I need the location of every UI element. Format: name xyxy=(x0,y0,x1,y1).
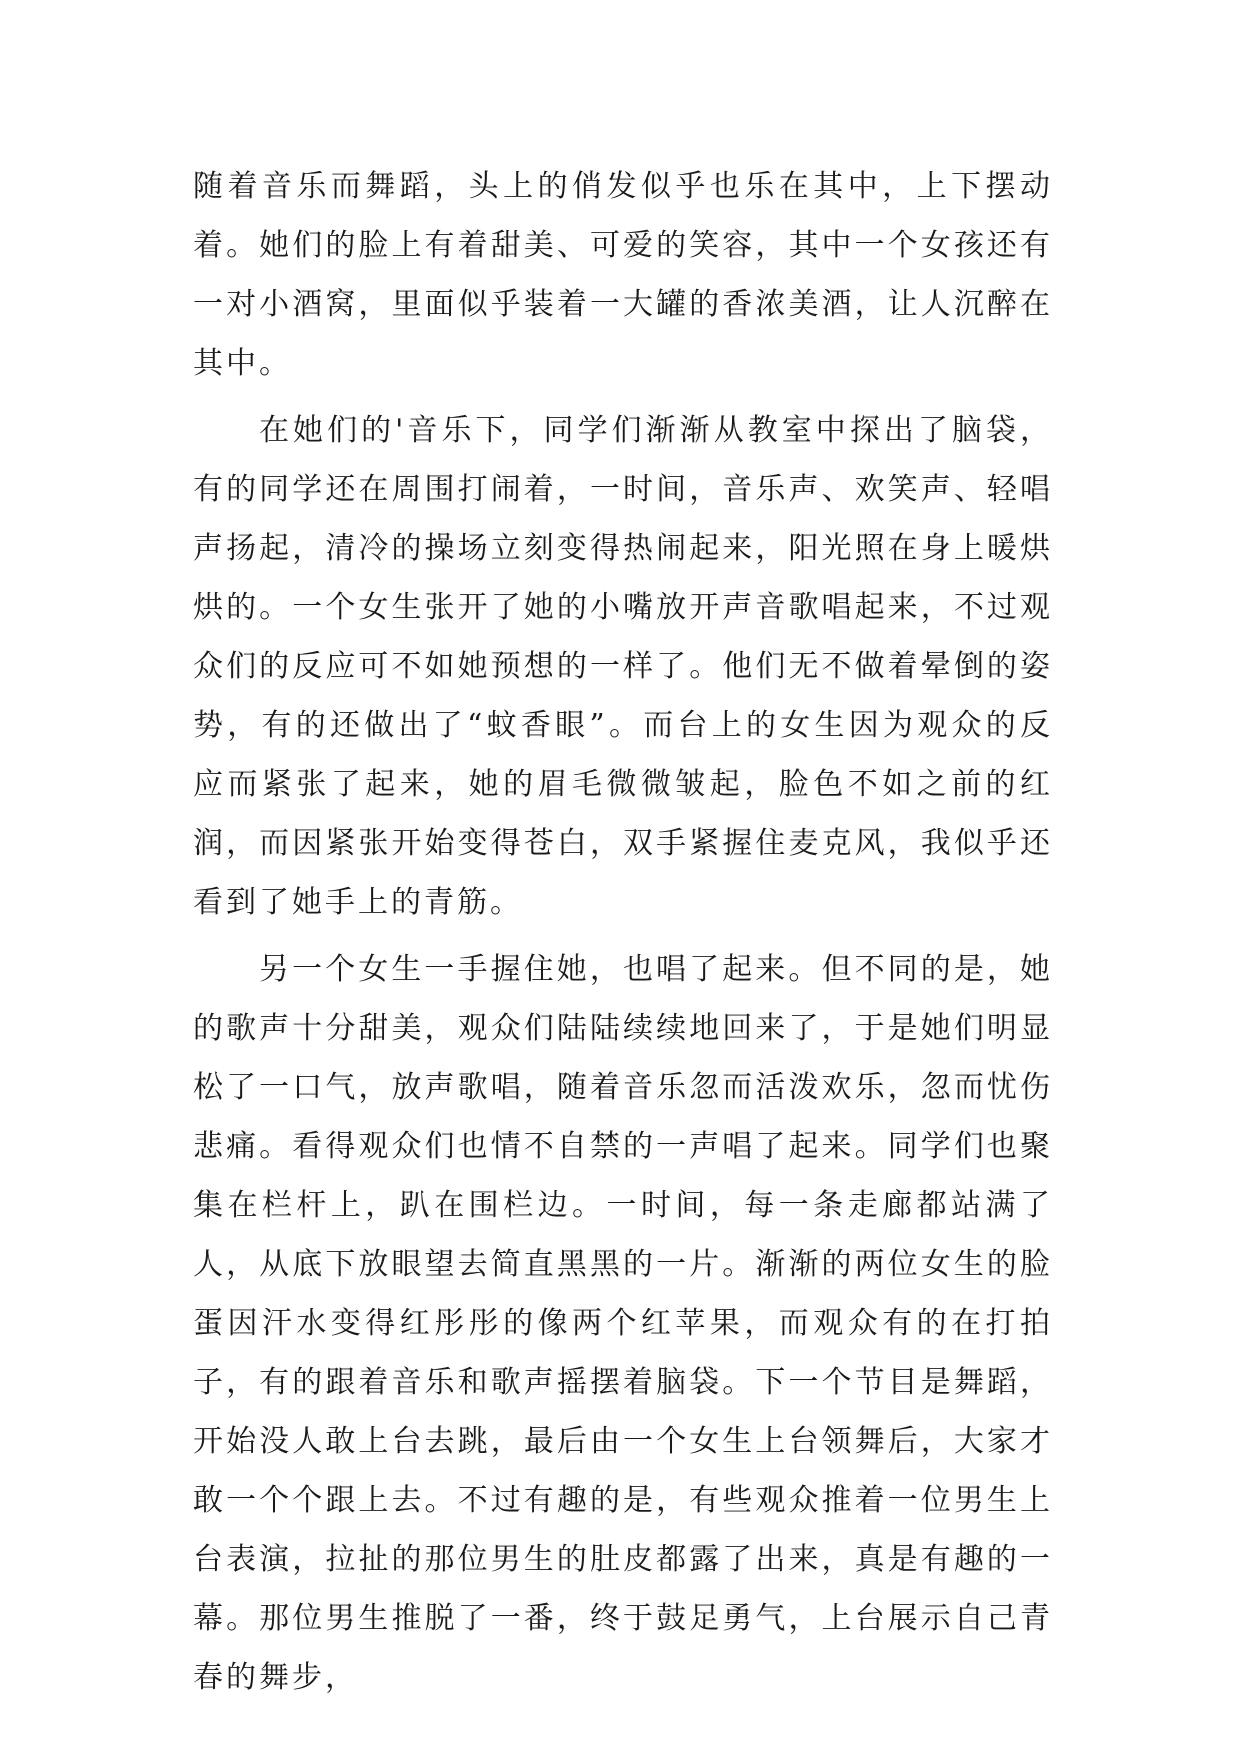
body-text xyxy=(193,157,1053,1707)
paragraph-1: 随着音乐而舞蹈，头上的俏发似乎也乐在其中，上下摆动着。她们的脸上有着甜美、可爱的笑容，其中一个女孩还有一对小酒窝，里面似乎装着一大罐的香浓美酒，让人沉醉在其中。 xyxy=(193,169,1053,381)
paragraph-2: 在她们的'音乐下，同学们渐渐从教室中探出了脑袋，有的同学还在周围打闹着，一时间，音乐声、欢笑声、轻唱声扬起，清冷的操场立刻变得热闹起来，阳光照在身上暖烘烘的。一个女生张开了她的小嘴放开声音歌唱起来，不过观众们的反应可不如她预想的一样了。他们无不做着晕倒的姿势，有的还做出了“蚊香眼”。而台上的女生因为观众的反应而紧张了起来，她的眉毛微微皱起，脸色不如之前的红润，而因紧张开始变得苍白，双手紧握住麦克风，我似乎还看到了她手上的青筋。 xyxy=(193,413,1053,920)
paragraph-3: 另一个女生一手握住她，也唱了起来。但不同的是，她的歌声十分甜美，观众们陆陆续续地回来了，于是她们明显松了一口气，放声歌唱，随着音乐忽而活泼欢乐，忽而忧伤悲痛。看得观众们也情不自禁的一声唱了起来。同学们也聚集在栏杆上，趴在围栏边。一时间，每一条走廊都站满了人，从底下放眼望去简直黑黑的一片。渐渐的两位女生的脸蛋因汗水变得红彤彤的像两个红苹果，而观众有的在打拍子，有的跟着音乐和歌声摇摆着脑袋。下一个节目是舞蹈，开始没人敢上台去跳，最后由一个女生上台领舞后，大家才敢一个个跟上去。不过有趣的是，有些观众推着一位男生上台表演，拉扯的那位男生的肚皮都露了出来，真是有趣的一幕。那位男生推脱了一番，终于鼓足勇气，上台展示自己青春的舞步， xyxy=(193,952,1053,1695)
